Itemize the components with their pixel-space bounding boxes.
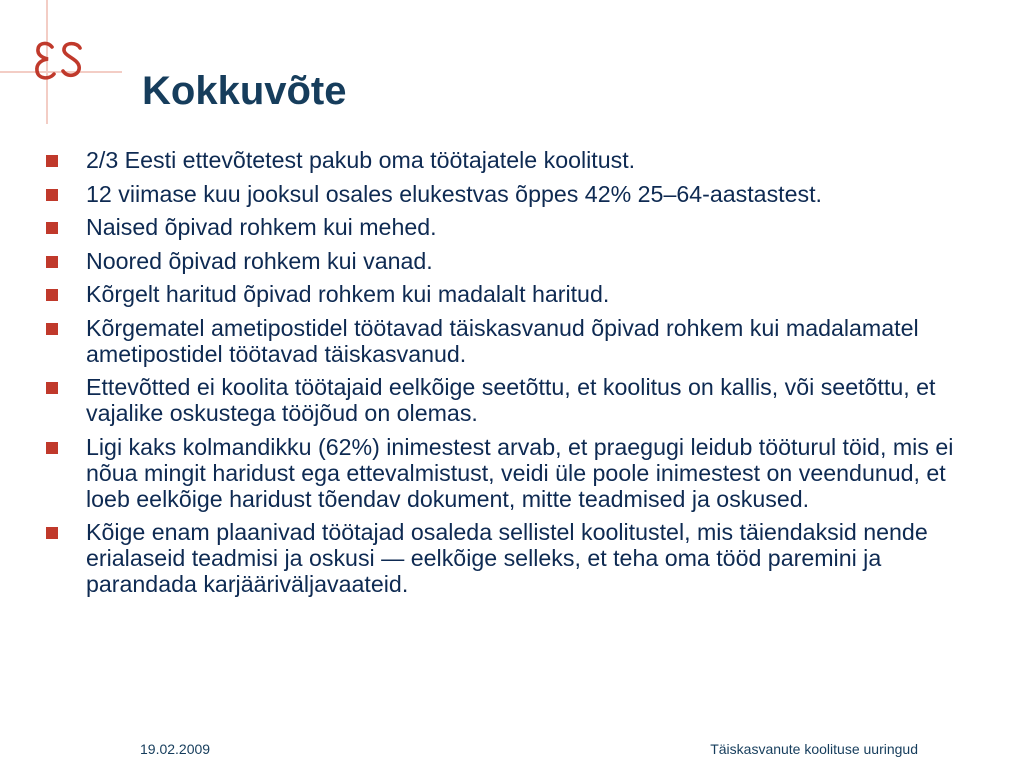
bullet-item <box>45 181 995 207</box>
bullet-text: 2/3 Eesti ettevõtetest pakub oma töötajatele koolitust. <box>86 147 636 173</box>
bullet-item <box>45 374 995 426</box>
square-bullet-icon <box>46 155 58 167</box>
bullet-text: 12 viimase kuu jooksul osales elukestvas õppes 42% 25–64-aastastest. <box>86 180 822 207</box>
square-bullet-icon <box>46 289 58 301</box>
bullet-item <box>45 147 995 173</box>
square-bullet-icon <box>46 382 58 394</box>
square-bullet-icon <box>46 527 58 539</box>
bullet-item <box>45 281 995 307</box>
footer-date: 19.02.2009 <box>140 741 211 757</box>
square-bullet-icon <box>46 222 58 234</box>
bullet-text: Naised õpivad rohkem kui mehed. <box>86 214 437 240</box>
bullet-text: Ligi kaks kolmandikku (62%) inimestest arvab, et praegugi leidub tööturul töid, mis ei nõua mingit haridust ega ettevalmistust, veidi üle poole inimestest on veendunud, et loeb eelkõige haridust tõendav dokument, mitte teadmised ja oskused. <box>86 433 954 512</box>
bullet-item <box>45 315 995 367</box>
bullet-text: Noored õpivad rohkem kui vanad. <box>86 247 433 274</box>
bullet-list <box>45 147 995 605</box>
bullet-item <box>45 434 995 512</box>
bullet-text: Kõrgematel ametipostidel töötavad täiskasvanud õpivad rohkem kui madalamatel ametipostidel töötavad täiskasvanud. <box>86 314 919 367</box>
square-bullet-icon <box>46 189 58 201</box>
square-bullet-icon <box>46 442 58 454</box>
bullet-text: Kõrgelt haritud õpivad rohkem kui madalalt haritud. <box>86 281 610 307</box>
bullet-item <box>45 519 995 597</box>
es-logo <box>30 34 90 88</box>
bullet-item <box>45 214 995 240</box>
slide-title: Kokkuvõte <box>142 69 347 113</box>
bullet-text: Ettevõtted ei koolita töötajaid eelkõige seetõttu, et koolitus on kallis, või seetõttu, et vajalike oskustega tööjõud on olemas. <box>86 374 936 426</box>
square-bullet-icon <box>46 256 58 268</box>
footer-title: Täiskasvanute koolituse uuringud <box>710 741 918 757</box>
square-bullet-icon <box>46 323 58 335</box>
bullet-text: Kõige enam plaanivad töötajad osaleda sellistel koolitustel, mis täiendaksid nende erialaseid teadmisi ja oskusi — eelkõige selleks, et teha oma tööd paremini ja parandada karjääriväljavaateid. <box>86 519 928 597</box>
bullet-item <box>45 248 995 274</box>
